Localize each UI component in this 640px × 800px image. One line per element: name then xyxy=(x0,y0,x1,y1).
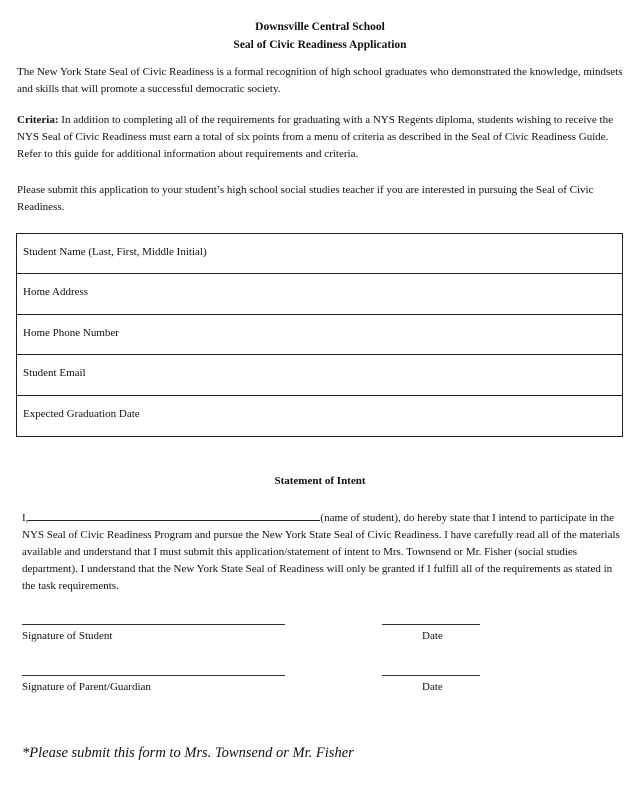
field-graduation-date[interactable] xyxy=(17,396,622,436)
field-home-phone[interactable] xyxy=(17,315,622,355)
statement-text: (name of student), do hereby state that I intend to participate in the NYS Seal of Civic Readiness Program and pursue the New York State Seal of Civic Readiness. I have carefully read all of the materials available and understand that I must submit this application/statement of intent to Mrs. Townsend or Mr. Fisher (social studies department). I understand that the New York State Seal of Readiness will only be granted if I fulfill all of the requirements as stated in the task requirements. xyxy=(22,512,620,592)
parent-signature-label: Signature of Parent/Guardian xyxy=(22,681,151,693)
statement-body xyxy=(22,509,622,595)
student-name-blank[interactable] xyxy=(28,509,320,521)
student-date-line[interactable] xyxy=(382,624,480,625)
statement-prefix: I, xyxy=(22,512,29,524)
field-label: Student Name (Last, First, Middle Initial) xyxy=(23,246,207,258)
criteria-text: In addition to completing all of the requirements for graduating with a NYS Regents diploma, students wishing to receive the NYS Seal of Civic Readiness must earn a total of six points from a menu of criteria as described in the Seal of Civic Readiness Guide. Refer to this guide for additional information about requirements and criteria. xyxy=(17,114,613,160)
field-home-address[interactable] xyxy=(17,274,622,314)
footer-note: *Please submit this form to Mrs. Townsend or Mr. Fisher xyxy=(22,745,354,761)
student-date-label: Date xyxy=(422,630,443,642)
field-label: Student Email xyxy=(23,367,86,380)
statement-title: Statement of Intent xyxy=(274,475,366,487)
criteria-label: Criteria: xyxy=(17,114,59,126)
field-label: Home Address xyxy=(23,286,89,299)
student-signature-line[interactable] xyxy=(22,624,285,625)
form-header xyxy=(0,18,640,54)
submit-instruction: Please submit this application to your student’s high school social studies teacher if you are interested in pursuing the Seal of Civic Readiness. xyxy=(17,184,594,213)
criteria-paragraph xyxy=(17,112,623,163)
school-name: Downsville Central School xyxy=(255,21,385,33)
parent-date-line[interactable] xyxy=(382,675,480,676)
field-label: Home Phone Number xyxy=(23,326,119,339)
parent-signature-line[interactable] xyxy=(22,675,285,676)
field-student-email[interactable] xyxy=(17,355,622,395)
field-student-name[interactable] xyxy=(17,234,622,274)
parent-date-label: Date xyxy=(422,681,443,693)
intro-paragraph: The New York State Seal of Civic Readiness is a formal recognition of high school graduates who demonstrated the knowledge, mindsets and skills that will promote a successful democratic society. xyxy=(17,66,623,95)
student-signature-label: Signature of Student xyxy=(22,630,113,642)
student-info-table xyxy=(16,233,623,437)
form-title: Seal of Civic Readiness Application xyxy=(233,39,407,51)
field-label: Expected Graduation Date xyxy=(23,407,140,420)
